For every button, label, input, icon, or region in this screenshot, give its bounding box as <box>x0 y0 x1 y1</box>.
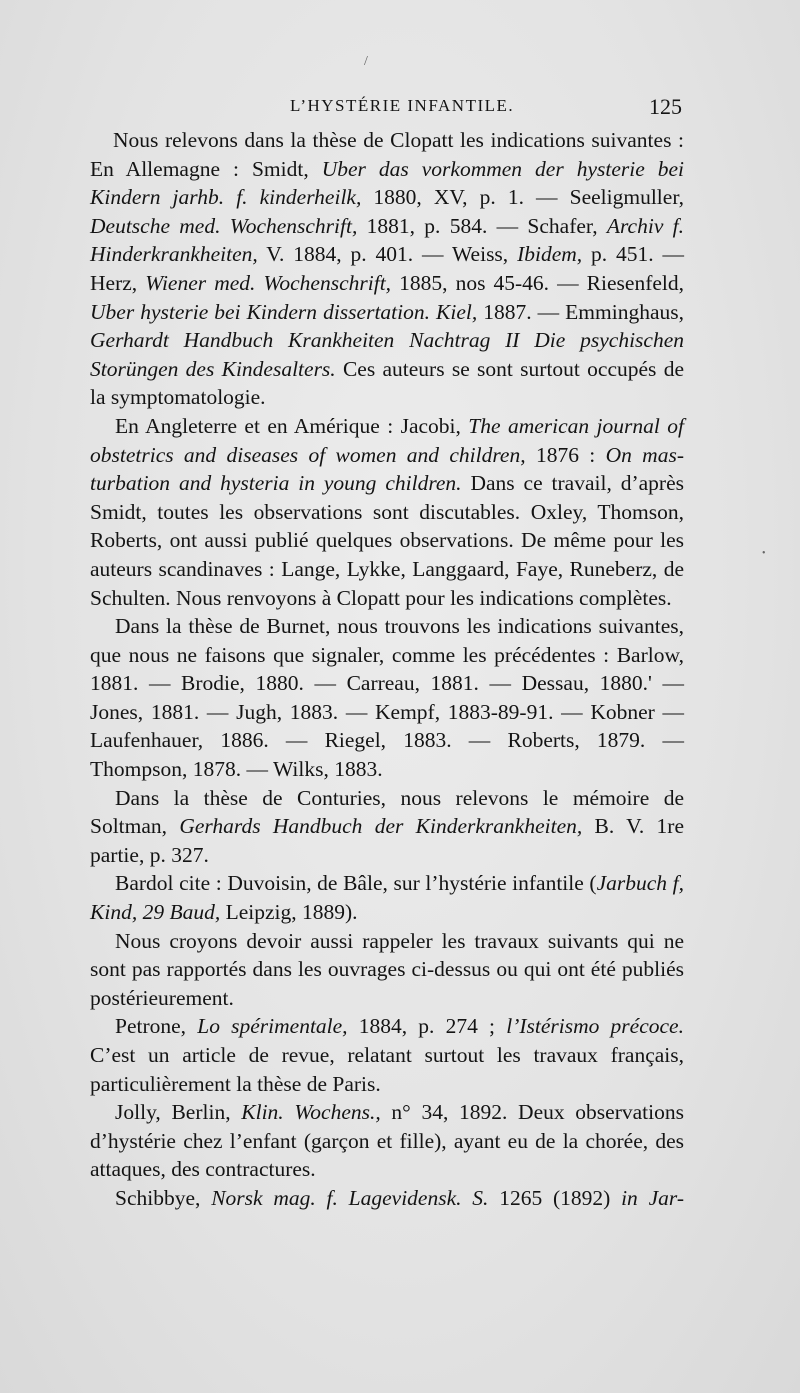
text-run: 1884, p. 274 ; <box>347 1014 507 1039</box>
italic-citation: Uber hysterie bei Kindern dissertation. Kiel, <box>90 299 478 324</box>
paragraph <box>90 1098 684 1184</box>
text-run: Dans la thèse de Burnet, nous trouvons les indications suivantes, que nous ne faisons que signaler, comme les précédentes : Barlow, 1881. — Brodie, 1880. — Carreau, 1881. — Dessau, 1880.' — Jones, 1881. — Jugh, 1883. — Kempf, 1883-89-91. — Kobner — Laufenhauer, 1886. — Riegel, 1883. — Roberts, 1879. — Thompson, 1878. — Wilks, 1883. <box>90 614 684 782</box>
italic-citation: Gerhardt Handbuch Krankheiten Nachtrag II Die psychischen Storüngen des Kindesalters. <box>90 328 684 381</box>
italic-citation: Norsk mag. f. Lagevidensk. S. <box>211 1185 489 1210</box>
text-run: Jolly, Berlin, <box>115 1100 242 1125</box>
text-run: Dans la thèse de Conturies, nous relevons le mémoire de Soltman, <box>90 785 684 839</box>
italic-citation: in Jar- <box>621 1185 684 1210</box>
paragraph <box>90 784 684 870</box>
text-run: B. V. 1re partie, p. 327. <box>90 814 685 867</box>
italic-citation: l’Istérismo précoce. <box>506 1014 684 1039</box>
italic-citation: Gerhards Handbuch der Kinderkrankheiten, <box>179 814 583 839</box>
paragraph <box>90 1012 684 1098</box>
italic-citation: Jarbuch f, Kind, 29 Baud, <box>90 871 684 925</box>
text-run: C’est un article de revue, relatant surtout les travaux français, particulièrement la thèse de Paris. <box>90 1043 684 1096</box>
text-run: 1880, XV, p. 1. — Seeligmuller, <box>361 185 684 210</box>
paragraph <box>90 927 684 1013</box>
page-header <box>90 96 682 126</box>
italic-citation: The american journal of obstetrics and diseases of women and children, <box>90 413 684 467</box>
paragraph <box>90 612 684 784</box>
ink-mark: / <box>364 54 368 69</box>
text-run: V. 1884, p. 401. — Weiss, <box>257 242 518 267</box>
text-run: 1885, nos 45-46. — Riesenfeld, <box>391 270 684 295</box>
text-run: Schibbye, <box>115 1185 212 1210</box>
italic-citation: Wiener med. Wochenschrift, <box>145 270 392 295</box>
text-run: 1265 (1892) <box>488 1185 622 1210</box>
text-run: Leipzig, 1889). <box>220 900 358 925</box>
paragraph <box>90 1184 684 1213</box>
text-run: Nous relevons dans la thèse de Clopatt les indications suivantes : En Allemagne : Smidt, <box>90 128 684 181</box>
italic-citation: Archiv f. Hinderkrankheiten, <box>90 213 685 267</box>
ink-dot: • <box>762 548 766 559</box>
running-head: L’HYSTÉRIE INFANTILE. <box>290 96 515 115</box>
paragraph <box>90 869 684 926</box>
page-body <box>90 126 684 1213</box>
text-run: Nous croyons devoir aussi rappeler les travaux suivants qui ne sont pas rapportés dans les ouvrages ci-dessus ou qui ont été publiés postérieurement. <box>90 928 684 1010</box>
italic-citation: On masturbation and hysteria in young children. <box>90 442 684 496</box>
italic-citation: Ibidem, <box>517 242 583 267</box>
text-run: p. 451. — Herz, <box>90 242 685 295</box>
paragraph <box>90 412 684 612</box>
text-run: En Angleterre et en Amérique : Jacobi, <box>115 413 469 438</box>
page-number: 125 <box>649 94 682 119</box>
italic-citation: Deutsche med. Wochenschrift, <box>90 213 358 238</box>
text-run: n° 34, 1892. Deux observations d’hystérie chez l’enfant (garçon et fille), ayant eu de la chorée, des attaques, des contractures. <box>90 1100 684 1182</box>
text-run: 1887. — Emminghaus, <box>477 299 684 324</box>
paragraph <box>90 126 684 412</box>
italic-citation: Klin. Wochens., <box>241 1100 381 1125</box>
text-run: 1881, p. 584. — Schafer, <box>357 213 607 238</box>
text-run: Dans ce travail, d’après Smidt, toutes les observations sont discutables. Oxley, Thomson, Roberts, ont aussi publié quelques observations. De même pour les auteurs scandinaves : Lange, Lykke, Langgaard, Faye, Runeberz, de Schulten. Nous renvoyons à Clopatt pour les indications complètes. <box>90 471 685 610</box>
italic-citation: Lo spérimentale, <box>197 1014 348 1039</box>
text-run: 1876 : <box>525 442 606 467</box>
text-run: Ces auteurs se sont surtout occupés de la symptomatologie. <box>90 356 684 410</box>
text-run: Bardol cite : Duvoisin, de Bâle, sur l’hystérie infantile ( <box>115 871 597 896</box>
text-run: Petrone, <box>115 1014 198 1039</box>
italic-citation: Uber das vorkommen der hysterie bei Kindern jarhb. f. kinderheilk, <box>90 156 685 210</box>
